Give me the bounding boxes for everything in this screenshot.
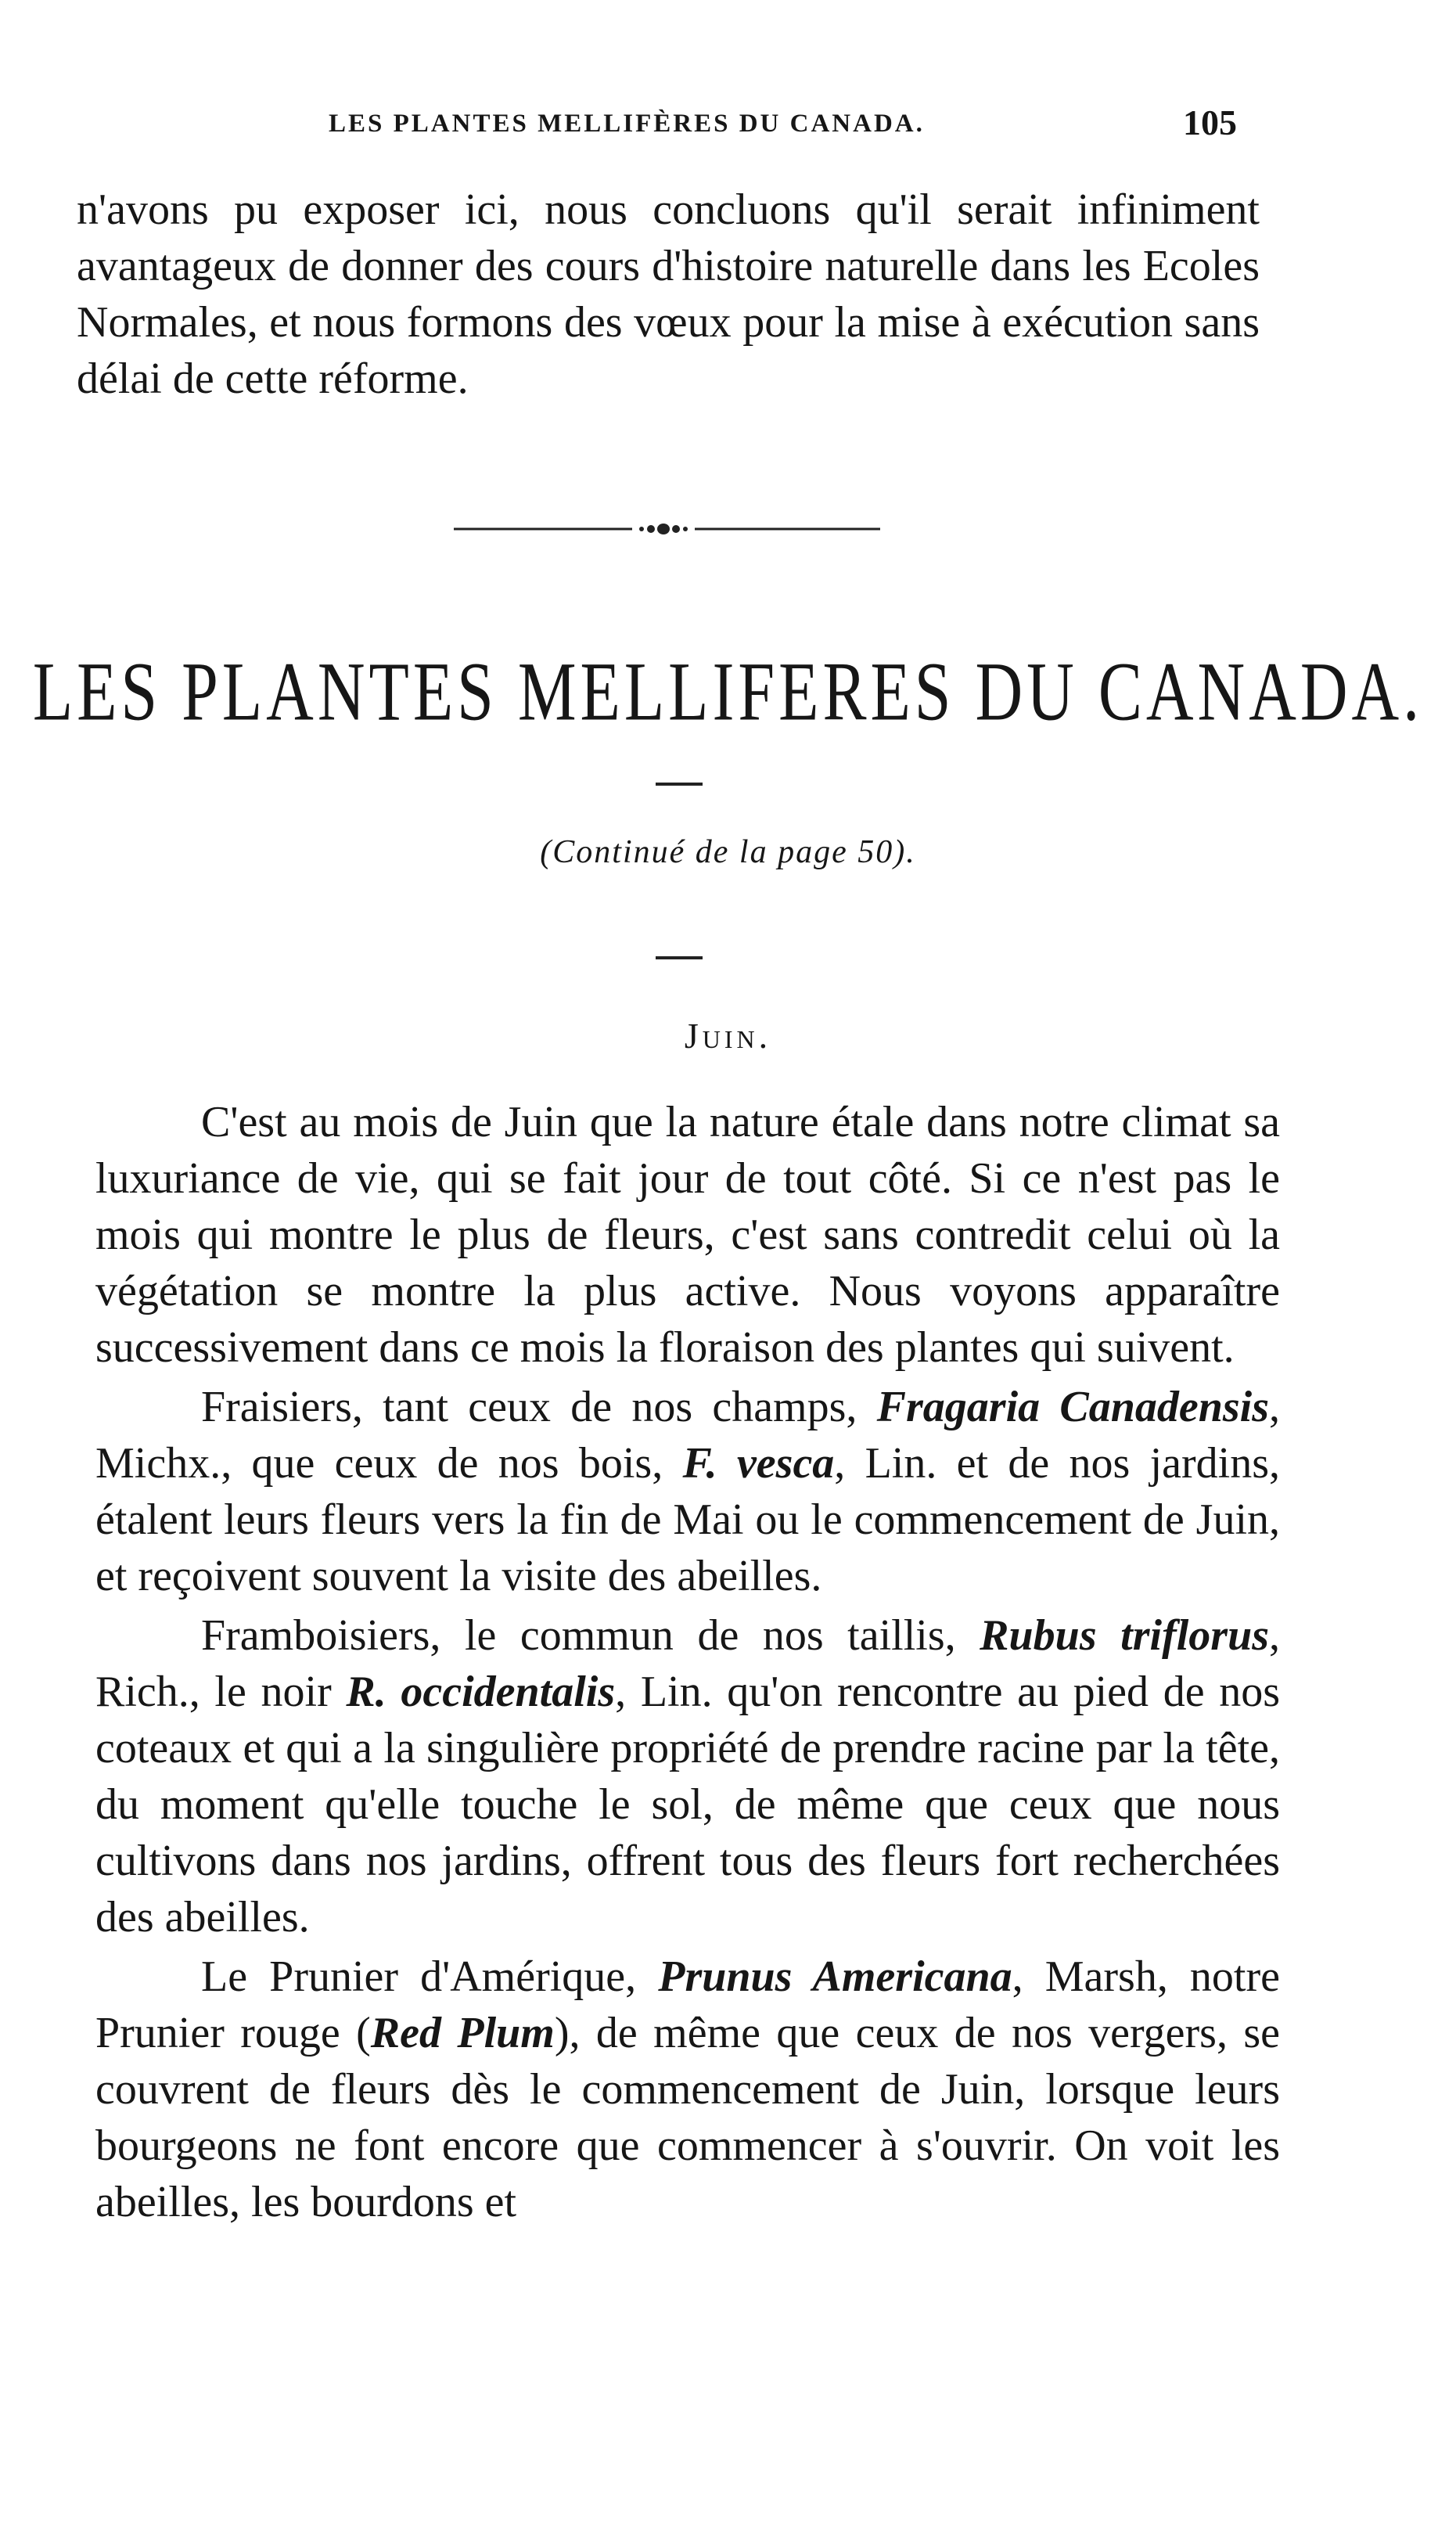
section-heading: Juin. [684,1016,772,1056]
paragraph-2 [95,1379,1280,1604]
paragraph-4 [95,1949,1280,2230]
species-name: R. occidentalis [346,1668,616,1716]
section-divider-ornament [454,521,880,537]
species-name: Fragaria Canadensis [876,1383,1270,1431]
paragraph-2-text: Fraisiers, tant ceux de nos champs, [201,1383,877,1431]
paragraph-3-text: , Lin. qu'on rencontre au pied de nos coteaux et qui a la singulière propriété de prendre racine par la tête, du moment qu'elle touche le sol, de même que ceux que nous cultivons dans nos jardins, offrent tous des fleurs fort recherchées des abeilles. [95,1668,1281,1941]
running-head: LES PLANTES MELLIFÈRES DU CANADA. [329,110,925,138]
paragraph-3 [95,1607,1280,1945]
paragraph-4-text: ), de même que ceux de nos vergers, se couvrent de fleurs dès le commencement de Juin, lorsque leurs bourgeons ne font encore que commencer à s'ouvrir. On voit les abeilles, les bourdons et [95,2009,1280,2226]
intro-paragraph [77,182,1260,407]
page-number: 105 [1183,103,1237,142]
paragraph-2-text: , Lin. et de nos jardins, étalent leurs fleurs vers la fin de Mai ou le commencement de Juin, et reçoivent souvent la visite des abeilles. [95,1439,1280,1600]
species-name: Prunus Americana [658,1952,1012,2001]
species-name: F. vesca [682,1439,835,1488]
paragraph-3-text: , Rich., le noir [95,1611,1280,1716]
subtitle-rule [656,956,703,959]
article-body [95,1094,1280,2230]
paragraph-4-text: , Marsh, notre Prunier rouge ( [95,1952,1280,2057]
species-name: Rubus triflorus [980,1611,1269,1660]
paragraph-4-text: Le Prunier d'Amérique, [201,1952,659,2001]
article-title: LES PLANTES MELLIFERES DU CANADA. [32,645,1424,739]
title-rule [656,783,703,786]
intro-paragraph-text: n'avons pu exposer ici, nous concluons qu'il serait infiniment avantageux de donner des cours d'histoire naturelle dans les Ecoles Normales, et nous formons des vœux pour la mise à exécution sans délai de cette réforme. [77,185,1260,403]
paragraph-3-text: Framboisiers, le commun de nos taillis, [201,1611,980,1660]
paragraph-2-text: , Michx., que ceux de nos bois, [95,1383,1281,1488]
paragraph-1: C'est au mois de Juin que la nature étale dans notre climat sa luxuriance de vie, qui se fait jour de tout côté. Si ce n'est pas le mois qui montre le plus de fleurs, c'est sans contredit celui où la végétation se montre la plus active. Nous voyons apparaître successivement dans ce mois la floraison des plantes qui suivent. [95,1098,1280,1372]
common-name: Red Plum [370,2009,555,2057]
continued-note: (Continué de la page 50). [540,834,916,870]
